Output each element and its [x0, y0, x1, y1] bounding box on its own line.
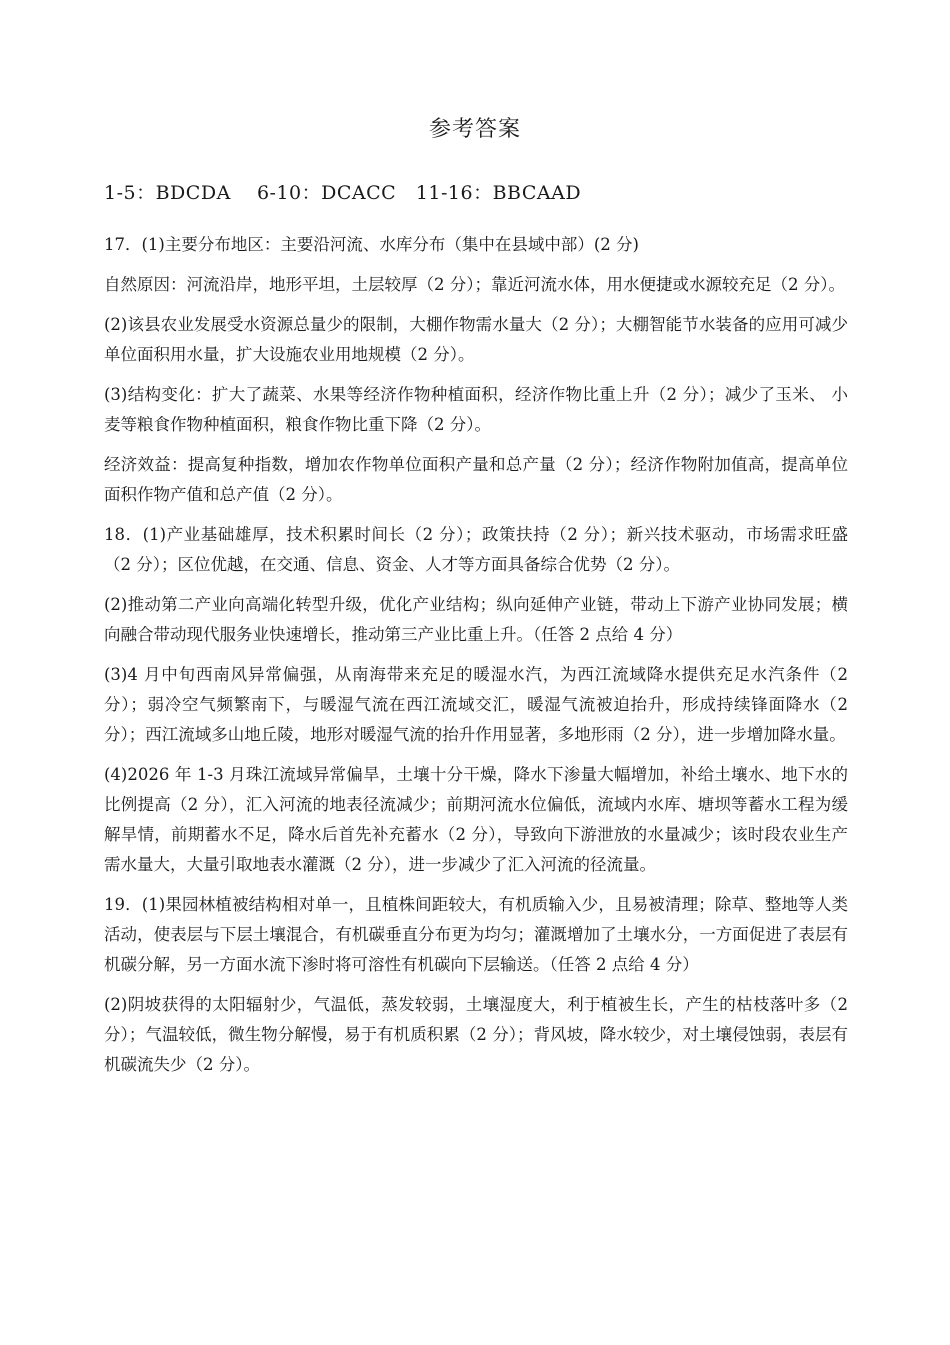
answer-19-1: 19．(1)果园林植被结构相对单一，且植株间距较大，有机质输入少，且易被清理；除草、整地等人类活动，使表层与下层土壤混合，有机碳垂直分布更为均匀；灌溉增加了土壤水分，一方面促进了表层有机碳分解，另一方面水流下渗时将可溶性有机碳向下层输送。（任答 2 点给 4 分）: [104, 895, 848, 974]
answer-19-2: (2)阴坡获得的太阳辐射少，气温低，蒸发较弱，土壤湿度大，利于植被生长，产生的枯枝落叶多（2 分）；气温较低，微生物分解慢，易于有机质积累（2 分）；背风坡，降水较少，对土壤侵蚀弱，表层有机碳流失少（2 分）。: [104, 995, 848, 1074]
answer-17-3-benefits: 经济效益：提高复种指数，增加农作物单位面积产量和总产量（2 分）；经济作物附加值高，提高单位面积作物产值和总产值（2 分）。: [104, 455, 848, 504]
answer-17-1-natural-reasons: 自然原因：河流沿岸，地形平坦，土层较厚（2 分）；靠近河流水体，用水便捷或水源较充足（2 分）。: [104, 275, 845, 294]
answer-body: [104, 230, 848, 1090]
answer-18-1: 18．(1)产业基础雄厚，技术积累时间长（2 分）；政策扶持（2 分）；新兴技术驱动，市场需求旺盛（2 分）；区位优越，在交通、信息、资金、人才等方面具备综合优势（2 分）。: [104, 525, 848, 574]
answer-18-3: (3)4 月中旬西南风异常偏强，从南海带来充足的暖湿水汽，为西江流域降水提供充足水汽条件（2 分）；弱冷空气频繁南下，与暖湿气流在西江流域交汇，暖湿气流被迫抬升，形成持续锋面降水（2 分）；西江流域多山地丘陵，地形对暖湿气流的抬升作用显著，多地形雨（2 分），进一步增加降水量。: [104, 665, 848, 744]
answer-17-2: (2)该县农业发展受水资源总量少的限制，大棚作物需水量大（2 分）；大棚智能节水装备的应用可减少单位面积用水量，扩大设施农业用地规模（2 分）。: [104, 315, 848, 364]
answer-18-2: (2)推动第二产业向高端化转型升级，优化产业结构；纵向延伸产业链，带动上下游产业协同发展；横向融合带动现代服务业快速增长，推动第三产业比重上升。（任答 2 点给 4 分）: [104, 595, 848, 644]
page-title: 参考答案: [428, 117, 521, 142]
answer-17-3-structure: (3)结构变化：扩大了蔬菜、水果等经济作物种植面积，经济作物比重上升（2 分）；减少了玉米、 小麦等粮食作物种植面积，粮食作物比重下降（2 分）。: [104, 385, 848, 434]
answer-17-1: 17．(1)主要分布地区：主要沿河流、水库分布（集中在县域中部）(2 分): [104, 235, 639, 254]
answer-18-4: (4)2026 年 1-3 月珠江流域异常偏旱，土壤十分干燥，降水下渗量大幅增加，补给土壤水、地下水的比例提高（2 分），汇入河流的地表径流减少；前期河流水位偏低，流域内水库、塘坝等蓄水工程为缓解旱情，前期蓄水不足，降水后首先补充蓄水（2 分），导致向下游泄放的水量减少；该时段农业生产需水量大，大量引取地表水灌溉（2 分），进一步减少了汇入河流的径流量。: [104, 765, 848, 874]
multiple-choice-answers: 1-5：BDCDA 6-10：DCACC 11-16：BBCAAD: [104, 182, 582, 204]
